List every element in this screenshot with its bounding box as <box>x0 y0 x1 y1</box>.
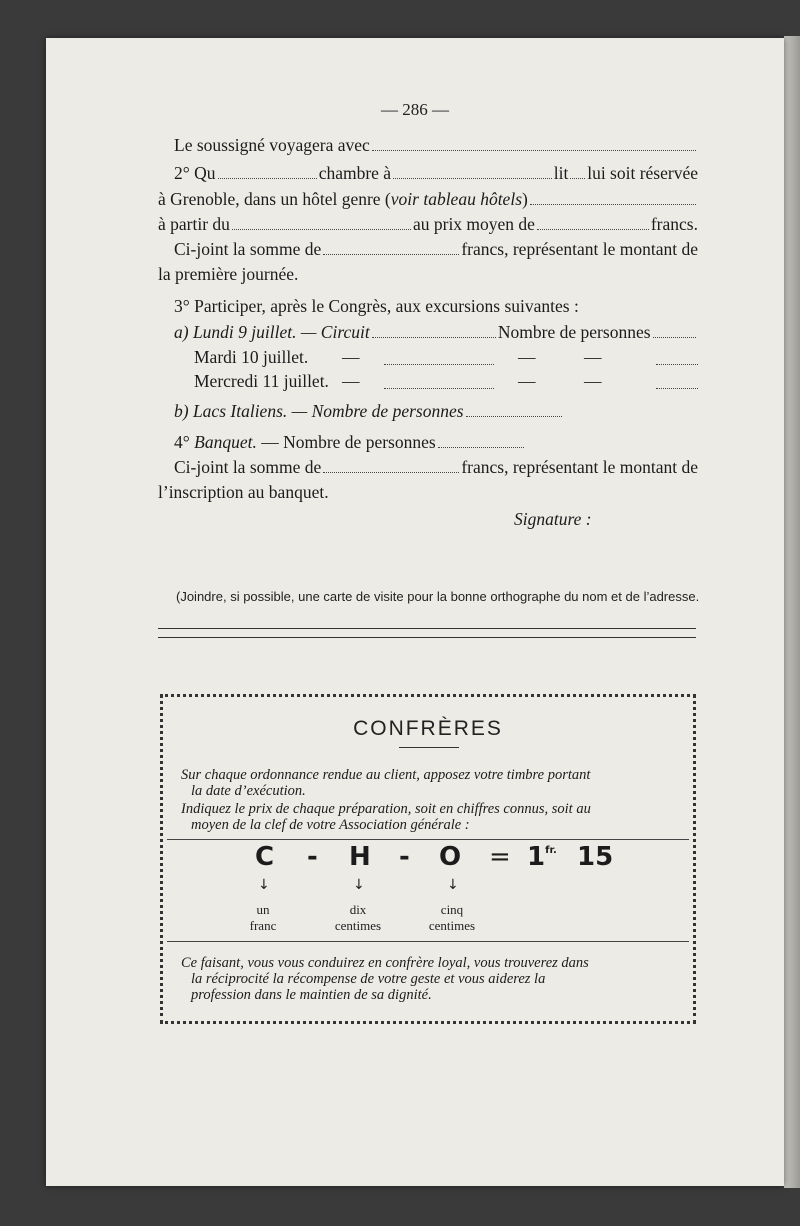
blank-price[interactable] <box>537 215 649 230</box>
para3-line1: Ce faisant, vous vous conduirez en confrère loyal, vous trouverez dans <box>181 955 589 971</box>
inner-rule-bottom <box>167 941 689 942</box>
dash: — <box>518 347 536 367</box>
blank-banquet-amount[interactable] <box>323 458 459 473</box>
label-prix-moyen: au prix moyen de <box>412 214 535 234</box>
form-line-date <box>158 213 698 235</box>
blank-circuit[interactable] <box>372 323 496 338</box>
blank-count[interactable] <box>218 164 317 179</box>
arrow-down-icon: ↓ <box>447 877 459 893</box>
dash: — <box>342 371 360 391</box>
blank-beds[interactable] <box>393 164 552 179</box>
dash: — <box>584 371 602 391</box>
formula-dash-1: - <box>307 842 318 872</box>
form-line-mardi <box>194 346 698 368</box>
para3-line3: profession dans le maintien de sa dignité. <box>191 987 432 1003</box>
box-title: CONFRÈRES <box>353 717 503 740</box>
label-banquet: Banquet. <box>194 432 257 452</box>
label-cinq-centimes <box>419 902 485 934</box>
formula-amount <box>527 842 557 872</box>
divider-rule-bottom <box>158 637 696 638</box>
blank-date[interactable] <box>232 215 411 230</box>
form-line-lacs <box>174 400 564 422</box>
para2-line2: moyen de la clef de votre Association générale : <box>191 817 470 833</box>
blank-mercredi-circuit[interactable] <box>384 374 494 389</box>
page-edge <box>784 36 800 1188</box>
label-franc: franc <box>249 918 277 933</box>
blank-lacs-persons[interactable] <box>466 402 562 417</box>
inner-rule-top <box>167 839 689 840</box>
blank-mardi-persons[interactable] <box>656 350 698 365</box>
blank-amount[interactable] <box>323 240 459 255</box>
blank-banquet-persons[interactable] <box>438 433 524 448</box>
label-4: 4° <box>174 432 190 452</box>
label-cinq: cinq <box>440 902 464 917</box>
formula-h: H <box>349 842 371 872</box>
label-francs: francs. <box>650 214 698 234</box>
blank-persons-lundi[interactable] <box>653 323 696 338</box>
form-line-inscription: l’inscription au banquet. <box>158 482 329 502</box>
label-reservee: lui soit réservée <box>587 163 698 183</box>
formula-amount-number: 1 <box>527 842 546 872</box>
form-line-mercredi <box>194 370 698 392</box>
form-line-excursions: 3° Participer, après le Congrès, aux excursions suivantes : <box>174 296 579 316</box>
document-page <box>46 38 784 1186</box>
label-banquet-nombre: — Nombre de personnes <box>261 432 436 452</box>
form-line-chambre <box>174 162 698 184</box>
label-mercredi: Mercredi 11 juillet. <box>194 371 329 391</box>
label-grenoble: à Grenoble, dans un hôtel genre ( <box>158 189 391 209</box>
formula-equals: = <box>489 842 511 872</box>
blank-mercredi-persons[interactable] <box>656 374 698 389</box>
label-lacs: b) Lacs Italiens. — Nombre de personnes <box>174 401 464 421</box>
signature-label: Signature : <box>514 509 592 529</box>
para3-line2: la réciprocité la récompense de votre geste et vous aiderez la <box>191 971 546 987</box>
label-ci-joint: Ci-joint la somme de <box>174 239 322 259</box>
formula-dash-2: - <box>399 842 410 872</box>
formula-o: O <box>439 842 462 872</box>
label-centimes: centimes <box>334 918 382 933</box>
label-dix: dix <box>349 902 367 917</box>
dash: — <box>342 347 360 367</box>
label-centimes: centimes <box>428 918 476 933</box>
form-line-voyagera <box>174 134 698 156</box>
label-lit: lit <box>553 163 569 183</box>
form-line-lundi <box>174 321 698 343</box>
dash: — <box>518 371 536 391</box>
formula-c: C <box>255 842 275 872</box>
label-dix-centimes <box>325 902 391 934</box>
label-paren: ) <box>522 189 528 209</box>
para1-line1: Sur chaque ordonnance rendue au client, apposez votre timbre portant <box>181 767 591 783</box>
label-ci-joint-2: Ci-joint la somme de <box>174 457 322 477</box>
label-representant: francs, représentant le montant de <box>461 239 698 259</box>
label-representant-2: francs, représentant le montant de <box>461 457 698 477</box>
arrow-down-icon: ↓ <box>258 877 270 893</box>
confreres-box <box>160 694 696 1024</box>
label-un-franc <box>243 902 283 934</box>
form-line-somme <box>174 238 698 260</box>
label-qu: 2° Qu <box>174 163 216 183</box>
form-line-hotel <box>158 188 698 210</box>
blank-lit[interactable] <box>570 164 585 179</box>
label-a-partir: à partir du <box>158 214 230 234</box>
formula-cents: 15 <box>577 842 614 872</box>
form-line-banquet <box>174 431 526 453</box>
page-number: — 286 — <box>381 100 449 119</box>
title-underline <box>399 747 459 748</box>
blank-companions[interactable] <box>372 136 696 151</box>
dash: — <box>584 347 602 367</box>
divider-rule-top <box>158 628 696 629</box>
para2-line1: Indiquez le prix de chaque préparation, soit en chiffres connus, soit au <box>181 801 591 817</box>
blank-mardi-circuit[interactable] <box>384 350 494 365</box>
label-un: un <box>256 902 270 917</box>
label-voyagera: Le soussigné voyagera avec <box>174 135 370 155</box>
para1-line2: la date d’exécution. <box>191 783 306 799</box>
label-lundi: a) Lundi 9 juillet. — Circuit <box>174 322 370 342</box>
formula-unit: fr. <box>545 845 557 856</box>
label-nombre: Nombre de personnes <box>497 322 651 342</box>
label-voir-tableau: voir tableau hôtels <box>390 189 522 209</box>
form-line-premiere: la première journée. <box>158 264 299 284</box>
label-chambre: chambre à <box>318 163 392 183</box>
blank-hotel[interactable] <box>530 190 696 205</box>
arrow-down-icon: ↓ <box>353 877 365 893</box>
label-mardi: Mardi 10 juillet. <box>194 347 309 367</box>
visiting-card-note: (Joindre, si possible, une carte de visite pour la bonne orthographe du nom et de l’adresse. <box>176 589 700 604</box>
form-line-somme-banquet <box>174 456 698 478</box>
